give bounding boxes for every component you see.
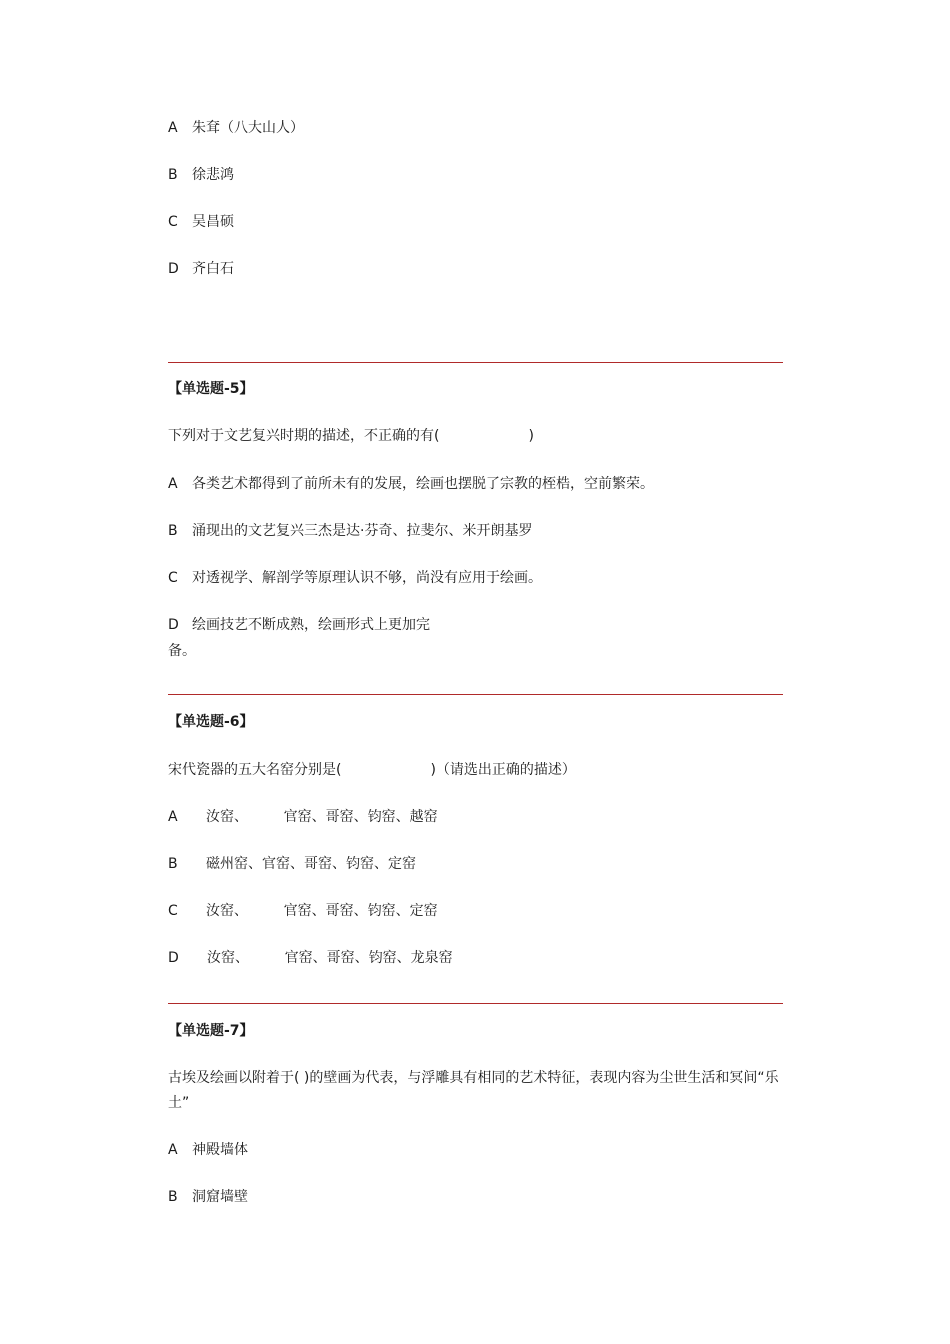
section-divider (168, 1003, 783, 1004)
option-text: 汝窑、 官窑、哥窑、钧窑、越窑 (206, 809, 438, 825)
option-key: B (168, 856, 178, 872)
option-b[interactable] (168, 854, 416, 874)
question-title: 【单选题-6】 (168, 714, 254, 730)
option-b[interactable] (168, 521, 532, 541)
option-text-continuation: 备。 (168, 643, 196, 659)
option-c[interactable] (168, 568, 542, 588)
section-divider (168, 694, 783, 695)
option-b[interactable] (168, 1187, 248, 1207)
option-key: C (168, 903, 178, 919)
option-a[interactable] (168, 474, 654, 494)
option-key: C (168, 214, 178, 230)
option-text: 吴昌硕 (192, 214, 234, 230)
option-key: D (168, 950, 179, 966)
section-divider (168, 362, 783, 363)
option-key: B (168, 523, 178, 539)
question-title: 【单选题-7】 (168, 1023, 254, 1039)
question-stem: 古埃及绘画以附着于( )的壁画为代表，与浮雕具有相同的艺术特征，表现内容为尘世生活和冥间“乐土” (168, 1070, 779, 1111)
question-title: 【单选题-5】 (168, 381, 254, 397)
option-text: 神殿墙体 (192, 1142, 248, 1158)
option-text: 汝窑、 官窑、哥窑、钧窑、定窑 (206, 903, 438, 919)
question-stem: 下列对于文艺复兴时期的描述，不正确的有( ) (168, 428, 534, 444)
option-c[interactable] (168, 901, 438, 921)
option-c[interactable] (168, 212, 234, 232)
option-key: A (168, 1142, 178, 1158)
option-key: A (168, 120, 178, 136)
question-stem: 宋代瓷器的五大名窑分别是( )（请选出正确的描述） (168, 762, 576, 778)
option-a[interactable] (168, 1140, 248, 1160)
option-text: 朱耷（八大山人） (192, 120, 304, 136)
option-text: 齐白石 (192, 261, 234, 277)
option-key: A (168, 809, 178, 825)
option-text: 洞窟墙壁 (192, 1189, 248, 1205)
option-key: D (168, 617, 179, 633)
option-d[interactable] (168, 615, 430, 635)
option-text: 各类艺术都得到了前所未有的发展，绘画也摆脱了宗教的桎梏，空前繁荣。 (192, 476, 654, 492)
option-d[interactable] (168, 948, 453, 968)
option-key: B (168, 167, 178, 183)
option-key: C (168, 570, 178, 586)
option-a[interactable] (168, 118, 304, 138)
option-a[interactable] (168, 807, 438, 827)
option-key: B (168, 1189, 178, 1205)
option-d[interactable] (168, 259, 234, 279)
option-text: 涌现出的文艺复兴三杰是达·芬奇、拉斐尔、米开朗基罗 (192, 523, 533, 539)
option-key: D (168, 261, 179, 277)
option-text: 磁州窑、官窑、哥窑、钧窑、定窑 (206, 856, 416, 872)
option-text: 徐悲鸿 (192, 167, 234, 183)
option-text: 汝窑、 官窑、哥窑、钧窑、龙泉窑 (207, 950, 453, 966)
option-b[interactable] (168, 165, 234, 185)
option-text: 绘画技艺不断成熟，绘画形式上更加完 (192, 617, 430, 633)
option-key: A (168, 476, 178, 492)
option-text: 对透视学、解剖学等原理认识不够，尚没有应用于绘画。 (192, 570, 542, 586)
